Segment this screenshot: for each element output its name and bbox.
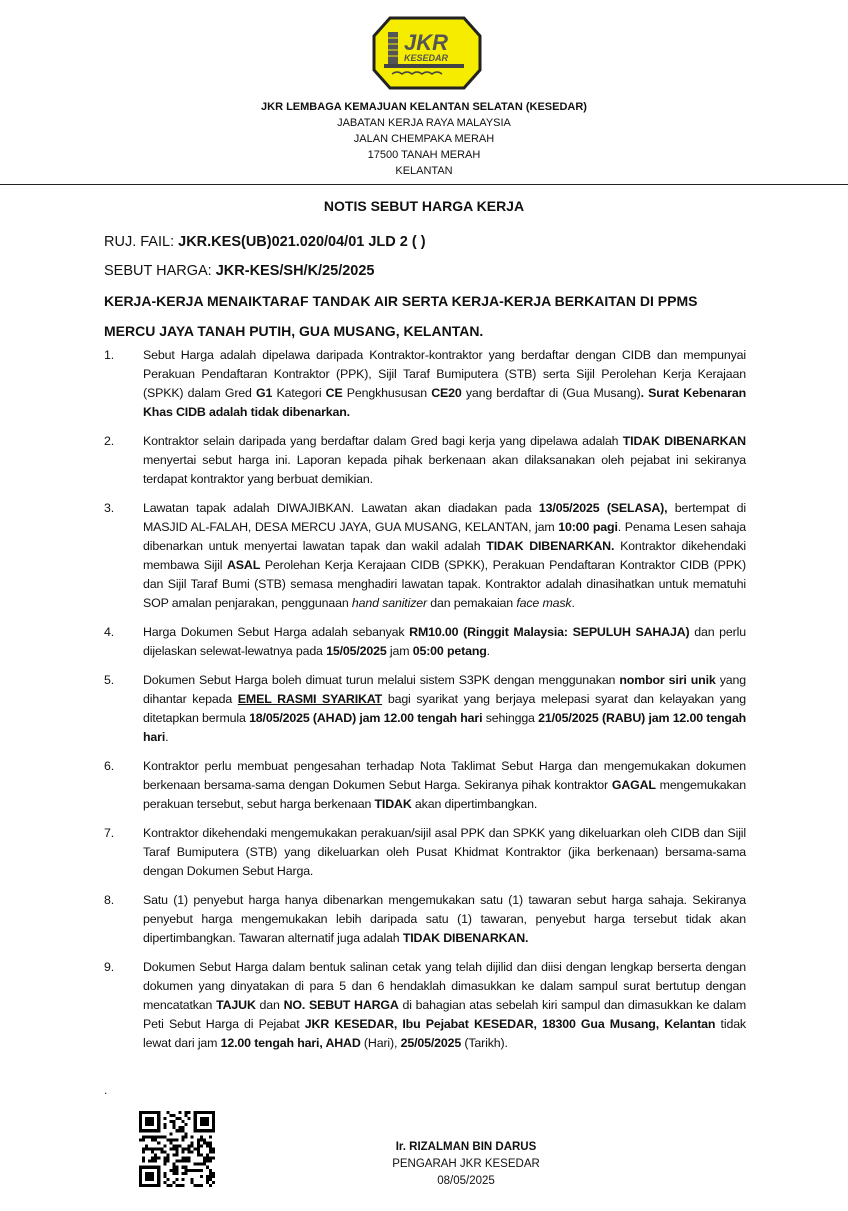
clause-text xyxy=(143,346,746,422)
clause-9 xyxy=(104,958,746,1053)
signature-block xyxy=(366,1139,566,1190)
clause-text-segment: TIDAK DIBENARKAN. xyxy=(402,931,529,945)
svg-text:KESEDAR: KESEDAR xyxy=(404,53,449,63)
clause-text-segment: yang dihantar kepada xyxy=(143,673,746,706)
clause-text-segment: Dokumen Sebut Harga boleh dimuat turun melalui sistem S3PK dengan menggunakan xyxy=(143,673,620,687)
clause-text-segment: JKR KESEDAR, Ibu Pejabat KESEDAR, 18300 Gua Musang, Kelantan xyxy=(304,1017,716,1031)
project-title-line-2: MERCU JAYA TANAH PUTIH, GUA MUSANG, KELANTAN. xyxy=(104,323,484,339)
clause-text-segment: ASAL xyxy=(227,558,261,572)
letterhead xyxy=(0,99,848,179)
clause-6 xyxy=(104,757,746,814)
file-reference-label: RUJ. FAIL: xyxy=(104,234,179,250)
letterhead-region xyxy=(0,0,848,188)
clause-text-segment: Pengkhususan xyxy=(342,386,432,400)
clause-text-segment: 12.00 tengah hari, AHAD xyxy=(220,1036,361,1050)
clause-text-segment: Kontraktor dikehendaki mengemukakan perakuan/sijil asal PPK dan SPKK yang dikeluarkan oleh CIDB dan Sijil Taraf Bumiputera (STB) yang dikeluarkan oleh Pusat Khidmat Kontraktor (jika berkenaan) bersama-sama dengan Dokumen Sebut Harga. xyxy=(143,826,746,878)
signatory-position: PENGARAH JKR KESEDAR xyxy=(392,1158,540,1170)
clause-text xyxy=(143,824,746,881)
qr-code[interactable] xyxy=(139,1111,215,1187)
clause-text-segment: DIWAJIBKAN xyxy=(276,501,351,515)
clause-text-segment: Harga Dokumen Sebut Harga adalah sebanyak xyxy=(143,625,410,639)
clause-text-segment: NO. SEBUT HARGA xyxy=(283,998,399,1012)
clause-text-segment: Kontraktor perlu membuat pengesahan terhadap Nota Taklimat Sebut Harga dan mengemukakan dokumen berkenaan bersama-sama dengan Dokumen Sebut Harga. Sekiranya pihak kontraktor xyxy=(143,759,746,792)
clause-number: 4. xyxy=(104,625,115,639)
clause-text-segment: tidak lewat dari jam xyxy=(143,1017,746,1050)
clause-text-segment: Satu (1) penyebut harga hanya dibenarkan mengemukakan satu (1) tawaran sebut harga sahaja. Sekiranya penyebut harga mengemukakan lebih daripada satu (1) tawaran, penyebut harga tersebut tidak akan dipertimbangkan. Tawaran alternatif juga adalah xyxy=(143,893,746,945)
address-postcode: 17500 TANAH MERAH xyxy=(367,149,481,161)
clause-text-segment: EMEL RASMI SYARIKAT xyxy=(237,692,383,706)
clause-text xyxy=(143,891,746,948)
clause-text-segment: jam xyxy=(386,644,413,658)
clause-number: 2. xyxy=(104,434,115,448)
clause-text-segment: . xyxy=(165,730,169,744)
clause-text-segment: akan dipertimbangkan. xyxy=(411,797,538,811)
clause-text xyxy=(143,623,746,661)
clause-text-segment: dan xyxy=(255,998,284,1012)
clause-text-segment: 10:00 pagi xyxy=(558,520,618,534)
clause-number: 9. xyxy=(104,960,115,974)
clause-7 xyxy=(104,824,746,881)
clause-number: 3. xyxy=(104,501,115,515)
clause-text-segment: TIDAK DIBENARKAN. xyxy=(486,539,615,553)
clause-text-segment: nombor siri unik xyxy=(619,673,716,687)
clause-5 xyxy=(104,671,746,747)
org-name: JKR LEMBAGA KEMAJUAN KELANTAN SELATAN (KESEDAR) xyxy=(261,101,587,113)
jkr-kesedar-logo xyxy=(372,16,482,90)
clause-number: 8. xyxy=(104,893,115,907)
clause-text-segment: dan perlu dijelaskan selewat-lewatnya pada xyxy=(143,625,746,658)
clause-text-segment: 25/05/2025 xyxy=(400,1036,462,1050)
clause-text-segment: (Hari), xyxy=(360,1036,401,1050)
clause-number: 1. xyxy=(104,348,115,362)
signatory-name: Ir. RIZALMAN BIN DARUS xyxy=(395,1141,537,1153)
signature-date: 08/05/2025 xyxy=(437,1175,495,1187)
clause-text-segment: . xyxy=(571,596,575,610)
clause-text-segment: CE20 xyxy=(431,386,462,400)
clause-text-segment: dan pemakaian xyxy=(426,596,517,610)
clause-text-segment: hand sanitizer xyxy=(351,596,427,610)
clause-text-segment: Kontraktor selain daripada yang berdaftar dalam Gred bagi kerja yang dipelawa adalah xyxy=(143,434,623,448)
clause-4 xyxy=(104,623,746,661)
clause-text-segment: , jam xyxy=(528,520,559,534)
clause-text-segment: Kontraktor dikehendaki membawa Sijil xyxy=(143,539,747,572)
clause-text-segment: 21/05/2025 (RABU) jam 12.00 tengah hari xyxy=(143,711,746,744)
svg-text:JKR: JKR xyxy=(404,30,449,55)
clause-number: 6. xyxy=(104,759,115,773)
clause-text-segment: Lawatan tapak adalah xyxy=(143,501,277,515)
address-street: JALAN CHEMPAKA MERAH xyxy=(353,133,495,145)
notice-body xyxy=(0,197,848,1083)
clause-text-segment: CE xyxy=(325,386,343,400)
clause-text-segment: . Penama Lesen sahaja dibenarkan untuk menyertai lawatan tapak dan wakil adalah xyxy=(143,520,746,553)
clause-1 xyxy=(104,346,746,422)
clause-text-segment: face mask xyxy=(516,596,572,610)
clause-text xyxy=(143,958,746,1053)
clause-2 xyxy=(104,432,746,489)
file-reference-value: JKR.KES(UB)021.020/04/01 JLD 2 ( ) xyxy=(178,234,426,250)
address-state: KELANTAN xyxy=(395,165,453,177)
clause-text-segment: . xyxy=(486,644,490,658)
clause-list xyxy=(104,346,746,1053)
clause-text xyxy=(143,671,746,747)
quotation-value: JKR-KES/SH/K/25/2025 xyxy=(215,263,375,279)
clause-text-segment: menyertai sebut harga ini. Laporan kepada pihak berkenaan akan dilaksanakan oleh pejabat ini sekiranya terdapat kontraktor yang berbuat demikian. xyxy=(143,453,746,486)
clause-text-segment: MASJID AL-FALAH, DESA MERCU JAYA, GUA MUSANG, KELANTAN xyxy=(143,520,529,534)
clause-text-segment: 13/05/2025 (SELASA), xyxy=(538,501,668,515)
clause-text-segment: bagi syarikat yang berjaya melepasi syarat dan kelayakan yang ditetapkan bermula xyxy=(143,692,746,725)
clause-text-segment: 15/05/2025 xyxy=(326,644,387,658)
file-reference xyxy=(104,233,746,251)
clause-text-segment: Dokumen Sebut Harga dalam bentuk salinan cetak yang telah dijilid dan diisi dengan lengkap berserta dengan dokumen yang dinyatakan di para 5 dan 6 hendaklah dimasukkan ke dalam sampul surat bertutup dengan mencatatkan xyxy=(143,960,746,1012)
clause-text-segment: di bahagian atas sebelah kiri sampul dan dimasukkan ke dalam Peti Sebut Harga di Pejabat xyxy=(143,998,746,1031)
clause-text-segment: RM10.00 (Ringgit Malaysia: SEPULUH SAHAJA) xyxy=(409,625,690,639)
clause-number: 5. xyxy=(104,673,115,687)
clause-text-segment: TIDAK DIBENARKAN xyxy=(622,434,746,448)
clause-text xyxy=(143,499,746,613)
clause-text-segment: GAGAL xyxy=(611,778,656,792)
clause-text-segment: TIDAK xyxy=(374,797,412,811)
clause-text-segment: mengemukakan perakuan tersebut, sebut harga berkenaan xyxy=(143,778,747,811)
clause-text-segment: G1 xyxy=(256,386,273,400)
clause-text-segment: TAJUK xyxy=(216,998,256,1012)
footer xyxy=(0,1111,848,1211)
clause-text-segment: (Tarikh). xyxy=(461,1036,508,1050)
clause-3 xyxy=(104,499,746,613)
stray-mark: . xyxy=(104,1083,108,1097)
clause-8 xyxy=(104,891,746,948)
clause-text-segment: yang berdaftar di (Gua Musang) xyxy=(461,386,641,400)
clause-text xyxy=(143,757,746,814)
clause-text-segment: Perolehan Kerja Kerajaan CIDB (SPKK), Perakuan Pendaftaran Kontraktor CIDB (PPK) dan Sijil Taraf Bumi (STB) semasa menghadiri lawatan tapak. Kontraktor adalah dinasihatkan untuk mematuhi SOP amalan penjarakan, penggunaan xyxy=(143,558,747,610)
page-title: NOTIS SEBUT HARGA KERJA xyxy=(323,198,525,214)
clause-text xyxy=(143,432,746,489)
clause-text-segment: Sebut Harga adalah dipelawa daripada Kontraktor-kontraktor yang berdaftar dengan CIDB dan mempunyai Perakuan Pendaftaran Kontraktor (PPK), Sijil Taraf Bumiputera (STB) serta Sijil Perolehan Kerja Kerajaan (SPKK) dalam Gred xyxy=(143,348,746,400)
clause-text-segment: . Lawatan akan diadakan pada xyxy=(350,501,539,515)
clause-text-segment: 05:00 petang xyxy=(412,644,487,658)
clause-text-segment: sehingga xyxy=(482,711,539,725)
clause-text-segment: 18/05/2025 (AHAD) jam 12.00 tengah hari xyxy=(249,711,483,725)
clause-number: 7. xyxy=(104,826,115,840)
clause-text-segment: Kategori xyxy=(272,386,326,400)
project-title-line-1: KERJA-KERJA MENAIKTARAF TANDAK AIR SERTA KERJA-KERJA BERKAITAN DI PPMS xyxy=(104,293,698,309)
header-divider xyxy=(0,184,848,185)
dept-name: JABATAN KERJA RAYA MALAYSIA xyxy=(337,117,511,129)
quotation-label: SEBUT HARGA: xyxy=(104,263,216,279)
quotation-number xyxy=(104,262,746,280)
clause-text-segment: bertempat di xyxy=(667,501,746,515)
clause-text-segment: . Surat Kebenaran Khas CIDB adalah tidak dibenarkan. xyxy=(143,386,746,419)
